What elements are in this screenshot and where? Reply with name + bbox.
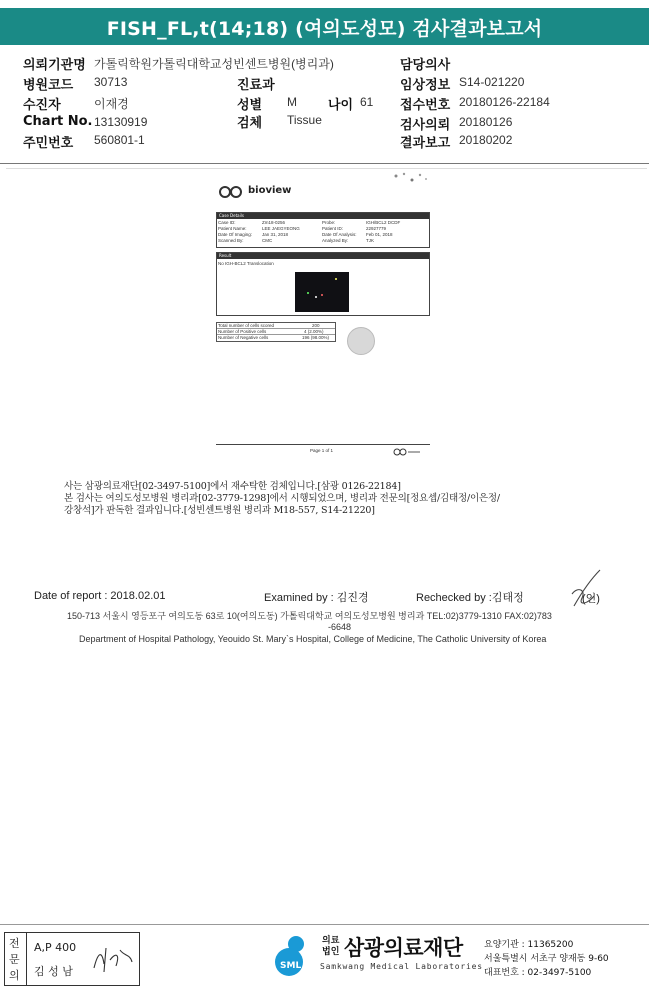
patient-id-value: 22927779 [366,226,387,231]
note-line-3: 강창석]가 판독한 결과입니다.[성빈센트병원 병리과 M18-557, S14-21220] [64,505,375,516]
institution-value: 가톨릭학원가톨릭대학교성빈센트병원(병리과) [94,57,334,71]
reception-value: 20180126-22184 [459,95,550,109]
probe-label: Probe: [322,220,336,225]
bioview-logo-text: bioview [248,185,292,196]
bioview-logo [218,184,292,203]
examined-by: Examined by : 김진경 [264,592,369,604]
org-english: Samkwang Medical Laboratories [320,962,483,971]
date-of-report: Date of report : 2018.02.01 [34,590,166,602]
positive-cells-value: 4 (2.00%) [304,329,324,334]
institution-label: 의뢰기관명 [23,58,86,73]
pie-chart-icon [347,327,375,355]
specialist-id: A,P 400 [34,941,77,954]
negative-cells-label: Number of Negative cells [218,335,269,340]
note-line-2: 본 검사는 여의도성모병원 병리과[02-3779-1298]에서 시행되었으며, 병리과 전문의[정요셉/김태정/이은정/ [64,493,500,504]
specialist-label-char-3: 의 [9,969,20,982]
department-english: Department of Hospital Pathology, Yeouido St. Mary`s Hospital, College of Medicine, The Catholic University of Korea [79,634,547,644]
bottom-divider [0,924,649,925]
org-info-address: 서울특별시 서초구 양재동 9-60 [484,954,609,964]
report-date-label: 결과보고 [400,136,451,151]
specialist-label-char-2: 문 [9,953,20,966]
bioview-small-logo-icon [392,446,422,458]
signature-icon [560,566,606,614]
analysis-date-value: Feb 01, 2018 [366,232,393,237]
positive-cells-label: Number of Positive cells [218,329,267,334]
sex-label: 성별 [237,98,263,113]
doctor-label: 담당의사 [400,58,451,73]
org-info-code: 요양기관 : 11365200 [484,940,574,950]
resident-value: 560801-1 [94,133,145,147]
note-line-1: 사는 삼광의료재단[02-3497-5100]에서 재수탁한 검체입니다.[삼광 0126-22184] [64,481,401,492]
specialist-label-char-1: 전 [9,937,20,950]
resident-label: 주민번호 [23,136,74,151]
specimen-value: Tissue [287,113,322,127]
specialist-name: 김 성 남 [34,965,73,978]
sex-value: M [287,95,297,109]
hospital-code-value: 30713 [94,75,128,89]
age-label: 나이 [328,98,354,113]
probe-value: IGH/BCL2 DCDF [366,220,401,225]
imaging-date-value: Jan 31, 2018 [262,232,289,237]
total-cells-value: 200 [312,323,320,328]
specimen-label: 검체 [237,116,263,131]
patient-id-label: Patient ID: [322,226,344,231]
result-header [217,253,429,259]
analysis-date-label: Date Of Analysis: [322,232,357,237]
case-details-header [217,213,429,219]
chart-label: Chart No. [23,114,93,129]
analyzed-by-label: Analyzed By: [322,238,349,243]
sml-logo-icon [272,934,314,978]
patient-label: 수진자 [23,98,61,113]
analyzed-by-value: TJK [366,238,375,243]
request-date-label: 검사의뢰 [400,118,451,133]
negative-cells-value: 196 (98.00%) [302,335,330,340]
rechecked-by: Rechecked by :김태정 [416,592,524,604]
title-bar [0,8,649,45]
org-name: 삼광의료재단 [344,936,463,960]
scan-noise-icon [390,170,430,186]
reception-label: 접수번호 [400,98,451,113]
clinical-label: 임상정보 [400,78,451,93]
org-type: 의료 법인 [322,936,340,957]
page-label: Page 1 of 1 [310,448,334,453]
request-date-value: 20180126 [459,115,513,129]
chart-value: 13130919 [94,115,148,129]
clinical-value: S14-021220 [459,75,525,89]
case-details-title: Case Details [219,213,244,218]
patient-name-value: LEE JAEGYEONG [262,226,300,231]
age-value: 61 [360,95,374,109]
org-info-phone: 대표번호 : 02-3497-5100 [484,968,592,978]
header-divider [0,163,649,164]
sml-logo-text: SML [280,961,302,971]
scanned-by-value: CMC [262,238,273,243]
report-date-value: 20180202 [459,133,513,147]
specialist-label-box [5,933,27,985]
patient-name-label: Patient Name: [218,226,247,231]
inner-footer-line [216,444,430,445]
department-label: 진료과 [237,78,275,93]
address-line-2: -6648 [328,622,352,632]
report-title: FISH_FL,t(14;18) (여의도성모) 검사결과보고서 [106,18,543,40]
fish-image [295,272,349,312]
result-text: No IGH-BCL2 Translocation [218,261,274,266]
specialist-signature-icon [90,942,136,976]
scanned-by-label: Scanned By: [218,238,244,243]
patient-value: 이재경 [94,97,129,111]
imaging-date-label: Date Of Imaging: [218,232,253,237]
case-id-value: Zm18-0256 [262,220,286,225]
total-cells-label: Total number of cells scored [218,323,275,328]
address-line-1: 150-713 서울시 영등포구 여의도동 63로 10(여의도동) 가톨릭대학교 여의도성모병원 병리과 TEL:02)3779-1310 FAX:02)783 [67,611,552,621]
result-title: Result [219,253,232,258]
hospital-code-label: 병원코드 [23,78,74,93]
seal-mark: (인) [582,593,600,605]
case-id-label: Case ID: [218,220,236,225]
